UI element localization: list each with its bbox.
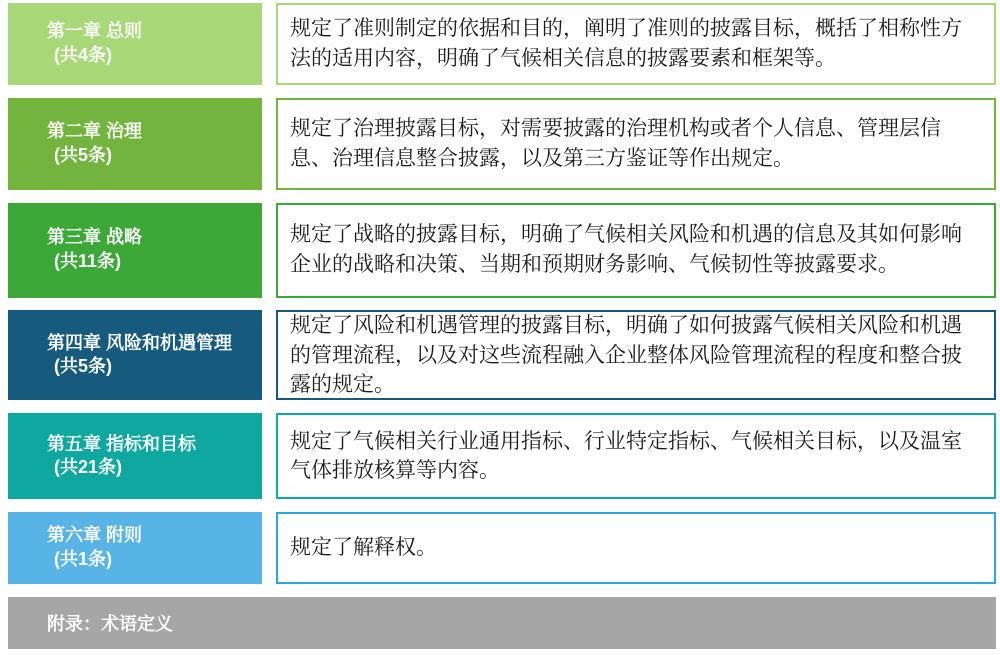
chapter-desc <box>276 512 996 584</box>
chapter-label <box>8 413 262 499</box>
chapter-desc-text: 规定了风险和机遇管理的披露目标，明确了如何披露气候相关风险和机遇的管理流程，以及对这些流程融入企业整体风险管理流程的程度和整合披露的规定。 <box>290 313 962 397</box>
chapter-desc-text: 规定了解释权。 <box>290 536 437 560</box>
chapter-label <box>8 3 262 85</box>
appendix-bar <box>8 597 996 649</box>
chapter-desc-text: 规定了气候相关行业通用指标、行业特定指标、气候相关目标，以及温室气体排放核算等内容。 <box>290 429 962 483</box>
chapter-title: 第一章 总则 <box>47 21 143 42</box>
chapter-row <box>8 203 996 298</box>
chapter-row <box>8 413 996 499</box>
chapter-title: 第四章 风险和机遇管理 <box>47 332 232 353</box>
chapter-label <box>8 512 262 584</box>
chapter-desc <box>276 413 996 499</box>
chapter-title: 第三章 战略 <box>47 227 143 248</box>
chapter-desc-text: 规定了准则制定的依据和目的，阐明了准则的披露目标，概括了相称性方法的适用内容，明确了气候相关信息的披露要素和框架等。 <box>290 17 962 70</box>
chapter-title: 第六章 附则 <box>47 525 143 546</box>
chapter-row <box>8 310 996 400</box>
chapter-title: 第二章 治理 <box>47 121 143 142</box>
chapter-desc <box>276 203 996 298</box>
chapter-desc-text: 规定了治理披露目标，对需要披露的治理机构或者个人信息、管理层信息、治理信息整合披露，以及第三方鉴证等作出规定。 <box>290 117 941 170</box>
chapter-desc <box>276 3 996 85</box>
chapter-article-count: (共1条) <box>54 549 112 570</box>
chapter-desc <box>276 310 996 400</box>
chapter-label <box>8 203 262 298</box>
chapter-label <box>8 310 262 400</box>
chapter-desc <box>276 98 996 190</box>
appendix-label: 附录：术语定义 <box>47 613 173 634</box>
chapter-row <box>8 3 996 85</box>
chapter-row <box>8 98 996 190</box>
chapter-article-count: (共11条) <box>54 251 122 272</box>
chapter-article-count: (共5条) <box>54 356 112 377</box>
chapter-article-count: (共5条) <box>54 144 112 165</box>
chapter-title: 第五章 指标和目标 <box>47 433 197 454</box>
chapter-article-count: (共4条) <box>54 45 112 65</box>
chapter-label <box>8 98 262 190</box>
chapter-row <box>8 512 996 584</box>
chapter-desc-text: 规定了战略的披露目标，明确了气候相关风险和机遇的信息及其如何影响企业的战略和决策、当期和预期财务影响、气候韧性等披露要求。 <box>290 223 962 277</box>
chapter-article-count: (共21条) <box>54 457 123 478</box>
